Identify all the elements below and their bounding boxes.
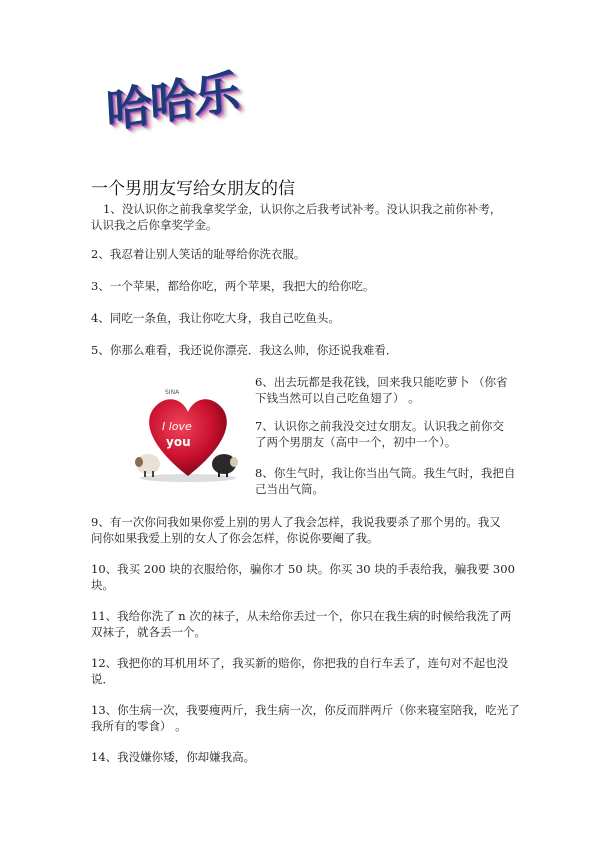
sheep-left-icon	[135, 454, 160, 477]
item-11-line-2: 双袜子，就各丢一个。	[91, 625, 206, 639]
item-6-line-1: 6、出去玩都是我花钱，回来我只能吃萝卜 （你省	[255, 375, 508, 389]
item-8-line-2: 己当出气筒。	[255, 482, 324, 496]
sheep-right-icon	[212, 454, 238, 477]
logo	[104, 64, 264, 156]
item-7-line-2: 了两个男朋友（高中一个，初中一个）。	[255, 435, 457, 449]
item-1-line-1: 1、没认识你之前我拿奖学金，认识你之后我考试补考。没认识我之前你补考，	[103, 202, 502, 216]
item-10-line-2: 块。	[91, 578, 114, 592]
small-mark: SINA	[165, 389, 180, 396]
item-9-line-2: 问你如果我爱上别的女人了你会怎样，你说你要阉了我。	[91, 531, 379, 545]
item-9-line-1: 9、有一次你问我如果你爱上别的男人了我会怎样，我说我要杀了那个男的。我又	[91, 515, 501, 529]
item-1-line-2: 认识我之后你拿奖学金。	[91, 218, 218, 232]
item-4: 4、同吃一条鱼，我让你吃大身，我自己吃鱼头。	[91, 311, 340, 325]
item-5: 5、你那么难看，我还说你漂亮．我这么帅，你还说我难看．	[91, 343, 398, 357]
item-12-line-1: 12、我把你的耳机用坏了，我买新的赔你，你把我的自行车丢了，连句对不起也没	[91, 656, 509, 670]
heart-text-1: I love	[162, 420, 192, 433]
item-6-line-2: 下钱当然可以自己吃鱼翅了） 。	[255, 391, 420, 405]
item-3: 3、一个苹果，都给你吃，两个苹果，我把大的给你吃。	[91, 279, 375, 293]
item-2: 2、我忍着让别人笑话的耻辱给你洗衣服。	[91, 247, 306, 261]
item-7-line-1: 7、认识你之前我没交过女朋友。认识我之前你交	[255, 419, 504, 433]
item-12-line-2: 说．	[91, 672, 114, 686]
item-13-line-2: 我所有的零食） 。	[91, 719, 187, 733]
item-13-line-1: 13、你生病一次，我要瘦两斤，我生病一次，你反而胖两斤（你来寝室陪我，吃光了	[91, 703, 520, 717]
item-11-line-1: 11、我给你洗了 n 次的袜子，从未给你丢过一个，你只在我生病的时候给我洗了两	[91, 609, 512, 623]
page-title: 一个男朋友写给女朋友的信	[91, 179, 295, 199]
item-10-line-1: 10、我买 200 块的衣服给你，骗你才 50 块。你买 30 块的手表给我，骗我要 300	[91, 562, 515, 576]
item-14: 14、我没嫌你矮，你却嫌我高。	[91, 750, 256, 764]
love-heart-image	[132, 378, 244, 486]
logo-text: 哈哈乐	[104, 64, 240, 139]
item-8-line-1: 8、你生气时，我让你当出气筒。我生气时，我把自	[255, 466, 516, 480]
heart-text-2: you	[166, 435, 191, 449]
